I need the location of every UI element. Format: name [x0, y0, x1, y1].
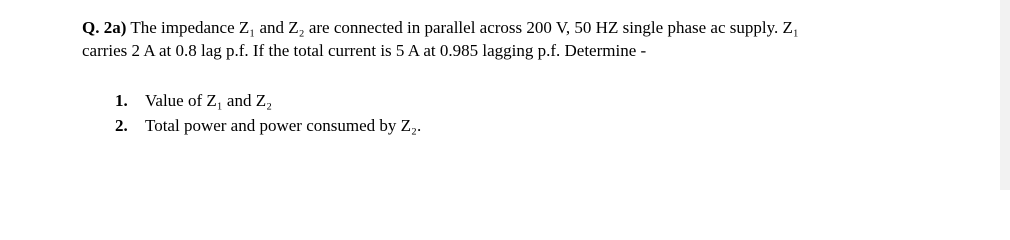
sub-question-list — [115, 88, 421, 138]
question-number: Q. 2a) — [82, 18, 127, 37]
list-item-text: Total power and power consumed by Z₂. — [145, 116, 422, 135]
list-item-text: Value of Z₁ and Z₂ — [145, 91, 273, 110]
question-line-2: carries 2 A at 0.8 lag p.f. If the total current is 5 A at 0.985 lagging p.f. Determine - — [82, 41, 647, 60]
question-block — [82, 16, 982, 62]
list-item-number: 2. — [115, 116, 128, 135]
list-item — [115, 113, 421, 138]
list-item-number: 1. — [115, 91, 128, 110]
page-edge-divider — [1000, 0, 1010, 190]
question-line-1: The impedance Z₁ and Z₂ are connected in parallel across 200 V, 50 HZ single phase ac supply. Z₁ — [130, 18, 799, 37]
list-item — [115, 88, 421, 113]
